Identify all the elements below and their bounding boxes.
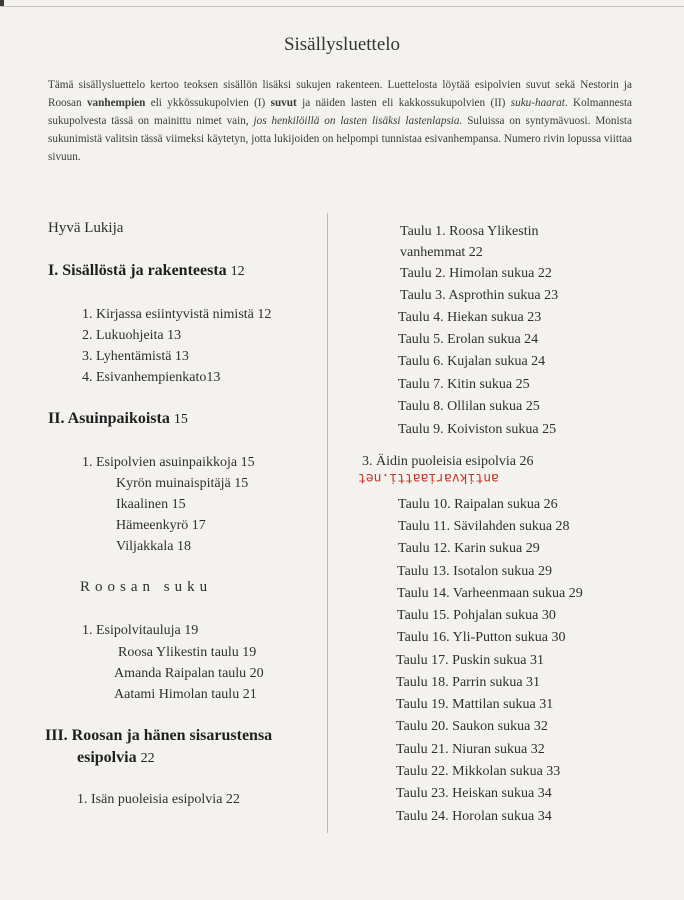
intro-text-1: Tämä sisällysluettelo kertoo teoksen sisällön lisäksi sukujen rakenteen. Luettelosta löytää esipolvien suvut sekä Nestorin ja Roosan bbox=[48, 79, 632, 109]
page-title: Sisällysluettelo bbox=[283, 34, 401, 55]
toc-section-1 bbox=[48, 262, 245, 280]
toc-section-3-line1: III. Roosan ja hänen sisarustensa bbox=[45, 727, 273, 744]
toc-taulu: Taulu 16. Yli-Putton sukua 30 bbox=[397, 630, 566, 645]
toc-taulu: vanhemmat 22 bbox=[400, 245, 483, 260]
toc-roosan-suku: Roosan suku bbox=[80, 579, 213, 595]
intro-bold-1: vanhempien bbox=[86, 97, 146, 109]
toc-item: 1. Kirjassa esiintyvistä nimistä 12 bbox=[82, 307, 272, 322]
toc-taulu: Taulu 2. Himolan sukua 22 bbox=[400, 266, 552, 281]
toc-item: 4. Esivanhempienkato13 bbox=[82, 370, 221, 385]
section-1-page: 12 bbox=[230, 264, 245, 279]
toc-taulu: Taulu 14. Varheenmaan sukua 29 bbox=[397, 586, 583, 601]
toc-taulu: Taulu 8. Ollilan sukua 25 bbox=[398, 399, 540, 414]
intro-italic-1: suku-haarat bbox=[510, 97, 565, 109]
toc-taulu: Taulu 15. Pohjalan sukua 30 bbox=[397, 608, 556, 623]
toc-table: Roosa Ylikestin taulu 19 bbox=[118, 645, 257, 660]
watermark: antikvariaatti.net bbox=[358, 470, 499, 485]
toc-item: 3. Lyhentämistä 13 bbox=[82, 349, 189, 364]
section-2-title: II. Asuinpaikoista bbox=[48, 410, 170, 427]
section-3-page: 22 bbox=[140, 751, 155, 766]
toc-taulu: Taulu 21. Niuran sukua 32 bbox=[396, 742, 545, 757]
toc-table: Aatami Himolan taulu 21 bbox=[114, 687, 257, 702]
toc-taulu: Taulu 17. Puskin sukua 31 bbox=[396, 653, 544, 668]
toc-table: Amanda Raipalan taulu 20 bbox=[114, 666, 264, 681]
toc-taulu: Taulu 10. Raipalan sukua 26 bbox=[398, 497, 558, 512]
toc-item: 2. Lukuohjeita 13 bbox=[82, 328, 182, 343]
toc-item: 1. Esipolvitauluja 19 bbox=[82, 623, 199, 638]
intro-paragraph bbox=[48, 76, 632, 166]
intro-text-5: Suluissa on syntymävuosi. Monista sukunimistä valitsin tässä viimeksi käytetyn, jotta lukijoiden on helpompi tunnistaa esivanhempansa. Numero rivin lopussa viittaa sivuun. bbox=[48, 115, 632, 163]
intro-text-3: ja näiden lasten eli kakkossukupolvien (II) bbox=[296, 97, 511, 109]
toc-taulu: Taulu 23. Heiskan sukua 34 bbox=[396, 786, 552, 801]
toc-item: 1. Esipolvien asuinpaikkoja 15 bbox=[82, 455, 255, 470]
section-2-page: 15 bbox=[173, 412, 188, 427]
toc-place: Viljakkala 18 bbox=[116, 539, 191, 554]
toc-section-3-line2 bbox=[77, 749, 155, 767]
toc-place: Kyrön muinaispitäjä 15 bbox=[116, 476, 249, 491]
section-3-title: esipolvia bbox=[77, 749, 137, 766]
intro-text-4: . Kolmannesta sukupolvesta tässä on mainittu nimet vain, bbox=[48, 97, 633, 127]
toc-item: 1. Isän puoleisia esipolvia 22 bbox=[77, 792, 240, 807]
toc-taulu: Taulu 20. Saukon sukua 32 bbox=[396, 719, 548, 734]
toc-place: Ikaalinen 15 bbox=[116, 497, 186, 512]
toc-taulu: Taulu 1. Roosa Ylikestin bbox=[400, 224, 539, 239]
toc-taulu: Taulu 9. Koiviston sukua 25 bbox=[398, 422, 557, 437]
intro-text-2: eli ykkössukupolvien (I) bbox=[145, 97, 271, 109]
toc-hyva-lukija: Hyvä Lukija bbox=[48, 220, 124, 236]
toc-taulu: Taulu 13. Isotalon sukua 29 bbox=[397, 564, 552, 579]
toc-section-2 bbox=[48, 410, 188, 428]
toc-taulu: Taulu 19. Mattilan sukua 31 bbox=[396, 697, 554, 712]
toc-taulu: Taulu 6. Kujalan sukua 24 bbox=[398, 354, 546, 369]
toc-aidin-puoleisia: 3. Äidin puoleisia esipolvia 26 bbox=[362, 454, 534, 469]
toc-taulu: Taulu 5. Erolan sukua 24 bbox=[398, 332, 539, 347]
toc-taulu: Taulu 18. Parrin sukua 31 bbox=[396, 675, 541, 690]
toc-place: Hämeenkyrö 17 bbox=[116, 518, 206, 533]
column-divider bbox=[327, 213, 328, 833]
toc-taulu: Taulu 4. Hiekan sukua 23 bbox=[398, 310, 542, 325]
toc-taulu: Taulu 24. Horolan sukua 34 bbox=[396, 809, 552, 824]
toc-taulu: Taulu 22. Mikkolan sukua 33 bbox=[396, 764, 561, 779]
top-rule bbox=[0, 6, 684, 7]
toc-taulu: Taulu 7. Kitin sukua 25 bbox=[398, 377, 530, 392]
toc-taulu: Taulu 12. Karin sukua 29 bbox=[398, 541, 540, 556]
toc-taulu: Taulu 3. Asprothin sukua 23 bbox=[400, 288, 559, 303]
intro-bold-2: suvut bbox=[270, 97, 297, 109]
toc-taulu: Taulu 11. Sävilahden sukua 28 bbox=[398, 519, 570, 534]
section-1-title: I. Sisällöstä ja rakenteesta bbox=[48, 262, 227, 279]
intro-italic-2: jos henkilöillä on lasten lisäksi lastenlapsia. bbox=[253, 115, 463, 127]
